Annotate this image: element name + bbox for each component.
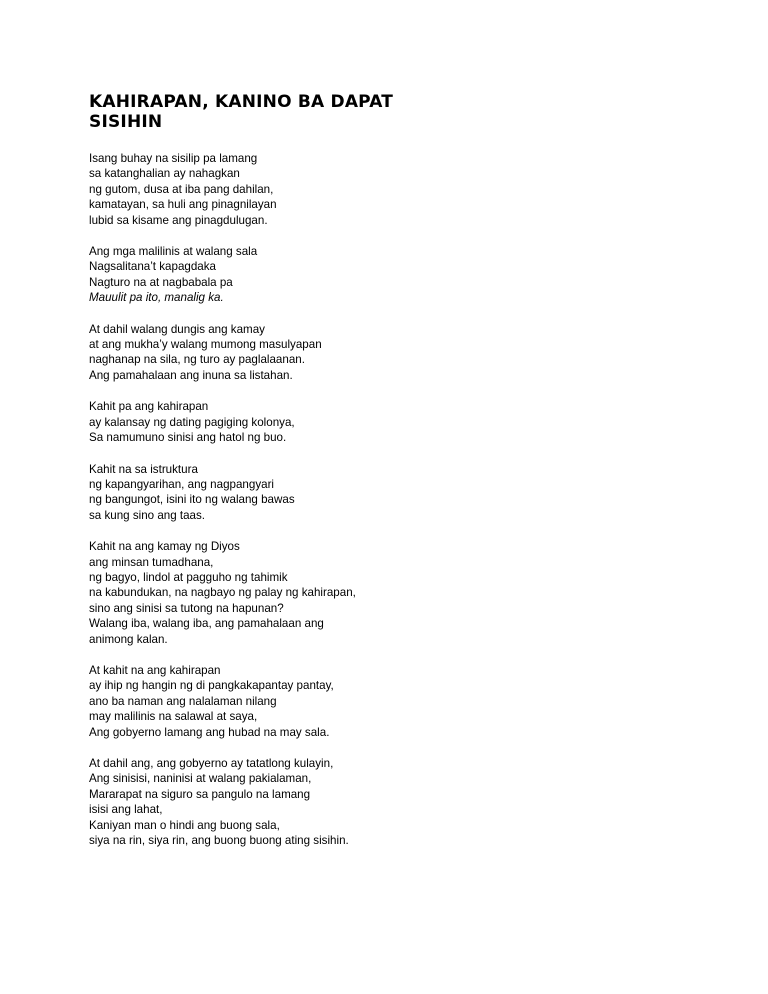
poem-stanza <box>89 756 689 848</box>
poem-line: Mararapat na siguro sa pangulo na lamang <box>89 787 311 801</box>
poem-line: At kahit na ang kahirapan <box>89 663 221 677</box>
poem-line: ng bagyo, lindol at pagguho ng tahimik <box>89 570 288 584</box>
poem-stanza <box>89 462 689 524</box>
poem-line: ng bangungot, isini ito ng walang bawas <box>89 493 295 507</box>
poem-line: Ang gobyerno lamang ang hubad na may sala. <box>89 725 330 739</box>
poem-line: Kahit pa ang kahirapan <box>89 400 209 414</box>
poem-line: At dahil ang, ang gobyerno ay tatatlong kulayin, <box>89 757 334 770</box>
poem-line: Ang pamahalaan ang inuna sa listahan. <box>89 368 293 382</box>
poem-line: Kaniyan man o hindi ang buong sala, <box>89 818 280 832</box>
poem-line: Kahit na sa istruktura <box>89 462 198 476</box>
poem-line: at ang mukha’y walang mumong masulyapan <box>89 338 322 352</box>
poem-line: Mauulit pa ito, manalig ka. <box>89 291 224 305</box>
poem-line: ang minsan tumadhana, <box>89 555 214 569</box>
poem-stanza <box>89 663 689 740</box>
poem-line: animong kalan. <box>89 632 168 646</box>
poem-line: sa kung sino ang taas. <box>89 508 206 522</box>
poem-line: ay kalansay ng dating pagiging kolonya, <box>89 415 295 429</box>
poem-line: siya na rin, siya rin, ang buong buong ating sisihin. <box>89 834 349 848</box>
poem-line: Isang buhay na sisilip pa lamang <box>89 152 258 165</box>
poem-line: kamatayan, sa huli ang pinagnilayan <box>89 198 277 212</box>
poem-title: KAHIRAPAN, KANINO BA DAPAT SISIHIN <box>89 92 394 132</box>
poem-line: Ang sinisisi, naninisi at walang pakialaman, <box>89 772 312 786</box>
poem-stanza <box>89 151 689 228</box>
poem-line: At dahil walang dungis ang kamay <box>89 322 265 336</box>
poem-stanza <box>89 399 689 445</box>
poem-line: Walang iba, walang iba, ang pamahalaan ang <box>89 617 324 631</box>
poem-line: Nagturo na at nagbabala pa <box>89 275 233 289</box>
poem-stanza <box>89 322 689 384</box>
poem-stanza <box>89 244 689 306</box>
poem-line: Sa namumuno sinisi ang hatol ng buo. <box>89 431 287 445</box>
poem-line: may malilinis na salawal at saya, <box>89 710 258 724</box>
poem-line: Nagsalitana’t kapagdaka <box>89 260 216 274</box>
poem-line: Kahit na ang kamay ng Diyos <box>89 540 240 554</box>
poem-line: sa katanghalian ay nahagkan <box>89 167 240 181</box>
poem-line: ng kapangyarihan, ang nagpangyari <box>89 477 275 491</box>
poem-line: ano ba naman ang nalalaman nilang <box>89 694 277 708</box>
poem-line: isisi ang lahat, <box>89 803 163 817</box>
poem-line: ay ihip ng hangin ng di pangkakapantay pantay, <box>89 679 334 693</box>
poem-stanza <box>89 539 689 647</box>
poem-line: naghanap na sila, ng turo ay paglalaanan. <box>89 353 305 367</box>
poem-line: Ang mga malilinis at walang sala <box>89 245 258 259</box>
poem-line: sino ang sinisi sa tutong na hapunan? <box>89 601 284 615</box>
poem-line: lubid sa kisame ang pinagdulugan. <box>89 213 268 227</box>
poem-body <box>89 151 689 864</box>
poem-line: ng gutom, dusa at iba pang dahilan, <box>89 182 274 196</box>
poem-line: na kabundukan, na nagbayo ng palay ng kahirapan, <box>89 586 356 600</box>
